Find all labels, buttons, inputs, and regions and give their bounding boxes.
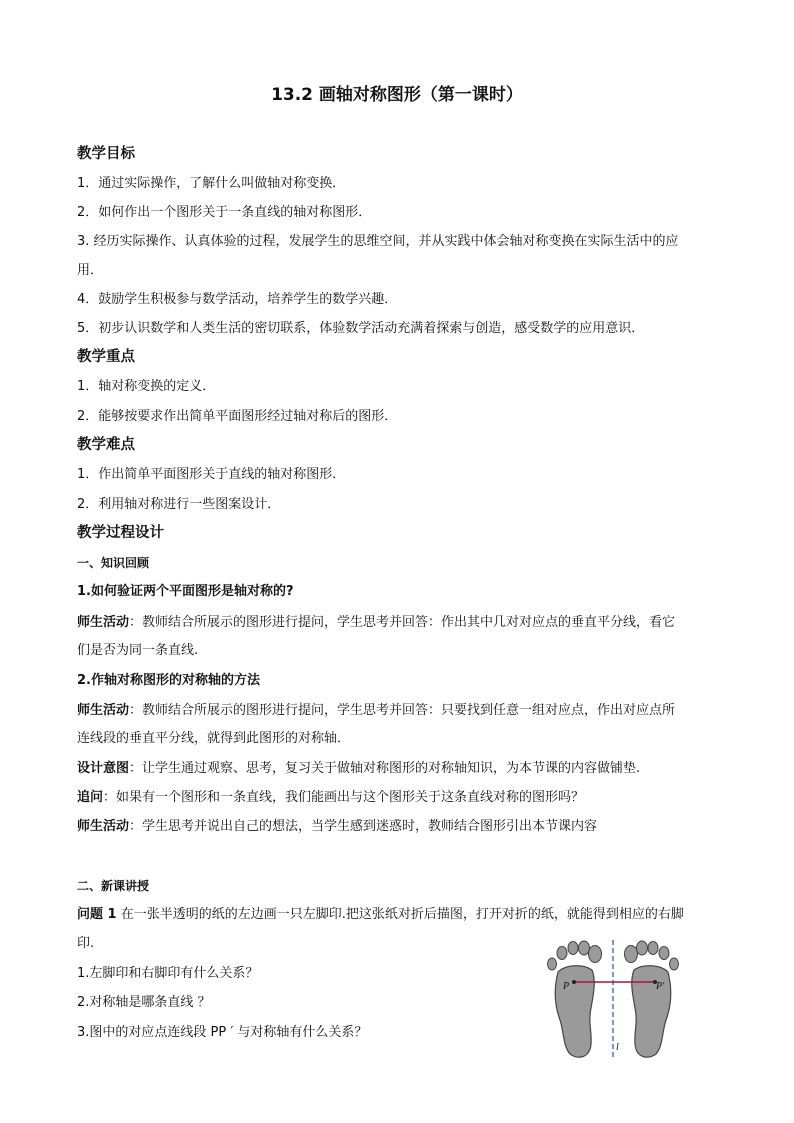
objective-item-1: 1．通过实际操作，了解什么叫做轴对称变换． (77, 176, 346, 191)
design-text: ：让学生通过观察、思考，复习关于做轴对称图形的对称轴知识，为本节课的内容做铺垫. (129, 761, 641, 776)
key-point-item-2: 2．能够按要求作出简单平面图形经过轴对称后的图形． (77, 409, 398, 424)
section1-answer-1 (77, 615, 675, 631)
difficulties-heading: 教学难点 (77, 437, 135, 453)
problem-text: 在一张半透明的纸的左边画一只左脚印.把这张纸对折后描图，打开对折的纸，就能得到相应的右脚 (116, 907, 684, 922)
section1-answer-1-cont: 们是否为同一条直线. (77, 643, 199, 658)
difficulty-item-1: 1．作出简单平面图形关于直线的轴对称图形． (77, 467, 346, 482)
key-point-item-1: 1．轴对称变换的定义． (77, 379, 216, 394)
section1-answer-2 (77, 703, 675, 719)
objectives-heading: 教学目标 (77, 146, 135, 162)
activity-text: ：教师结合所展示的图形进行提问，学生思考并回答：只要找到任意一组对应点，作出对应点所 (129, 703, 676, 718)
axis-label: l (616, 1042, 619, 1053)
ask-label: 追问 (77, 790, 104, 805)
activity-text: ：教师结合所展示的图形进行提问，学生思考并回答：作出其中几对对应点的垂直平分线，看它 (129, 615, 676, 630)
objective-item-2: 2．如何作出一个图形关于一条直线的轴对称图形． (77, 205, 372, 220)
footprints-figure (538, 938, 688, 1060)
section1-answer-2-cont: 连线段的垂直平分线，就得到此图形的对称轴． (77, 731, 351, 746)
process-heading: 教学过程设计 (77, 525, 164, 541)
problem-1-cont: 印. (77, 936, 95, 951)
follow-up-question (77, 790, 584, 806)
problem-label: 问题 1 (77, 907, 117, 922)
page-title: 13.2 画轴对称图形（第一课时） (271, 85, 523, 105)
section1-question-1: 1.如何验证两个平面图形是轴对称的? (77, 584, 294, 599)
activity-label: 师生活动 (77, 615, 130, 630)
design-intent (77, 761, 640, 777)
left-footprint (548, 941, 602, 1057)
objective-item-3: 3. 经历实际操作、认真体验的过程，发展学生的思维空间，并从实践中体会轴对称变换在实际生活中的应 (77, 234, 679, 249)
point-p-label: P (563, 981, 570, 992)
section1-question-2: 2.作轴对称图形的对称轴的方法 (77, 673, 260, 688)
right-foot-sole (632, 966, 671, 1057)
activity-text: ：学生思考并说出自己的想法，当学生感到迷惑时，教师结合图形引出本节课内容 (129, 819, 598, 834)
problem-question-2: 2.对称轴是哪条直线 ？ (77, 995, 211, 1010)
problem-question-1: 1.左脚印和右脚印有什么关系？ (77, 966, 259, 981)
section2-heading: 二、新课讲授 (77, 879, 150, 893)
point-p (572, 980, 576, 984)
objective-item-5: 5．初步认识数学和人类生活的密切联系，体验数学活动充满着探索与创造，感受数学的应用意识． (77, 321, 645, 336)
design-label: 设计意图 (77, 761, 130, 776)
problem-1 (77, 907, 684, 923)
point-p-prime-label: P′ (656, 981, 665, 992)
left-foot-sole (555, 966, 594, 1057)
activity-label: 师生活动 (77, 819, 130, 834)
activity-label: 师生活动 (77, 703, 130, 718)
objective-item-3-cont: 用． (77, 263, 104, 278)
right-footprint (625, 941, 679, 1057)
problem-question-3: 3.图中的对应点连线段 PP ′ 与对称轴有什么关系？ (77, 1025, 368, 1040)
ask-text: ：如果有一个图形和一条直线，我们能画出与这个图形关于这条直线对称的图形吗？ (103, 790, 585, 805)
key-points-heading: 教学重点 (77, 349, 135, 365)
objective-item-4: 4．鼓励学生积极参与数学活动，培养学生的数学兴趣． (77, 292, 398, 307)
section1-heading: 一、知识回顾 (77, 556, 150, 570)
section1-answer-3 (77, 819, 597, 835)
difficulty-item-2: 2．利用轴对称进行一些图案设计． (77, 497, 281, 512)
